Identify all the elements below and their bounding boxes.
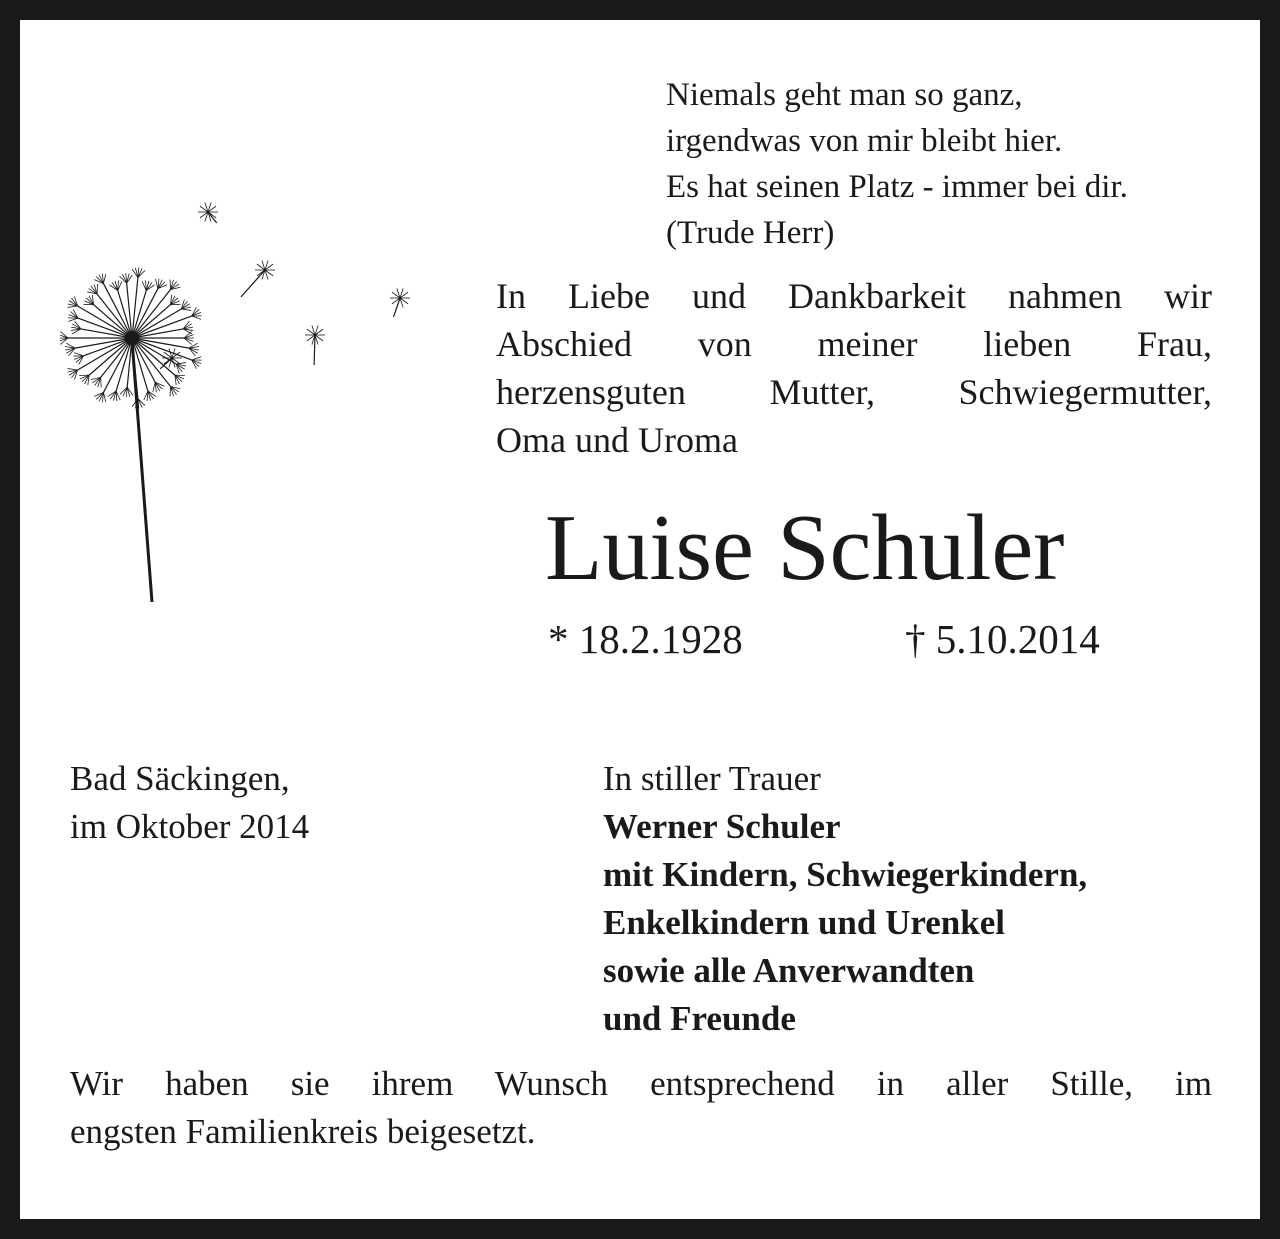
closing-line: Wir haben sie ihrem Wunsch entsprechend in aller Stille, im <box>70 1064 1212 1103</box>
quote-author: (Trude Herr) <box>666 215 835 251</box>
mourner-line: Werner Schuler <box>603 807 841 846</box>
mourning-intro: In stiller Trauer <box>603 759 821 798</box>
quote-line: Es hat seinen Platz - immer bei dir. <box>666 169 1128 205</box>
quote-line: irgendwas von mir bleibt hier. <box>666 123 1063 159</box>
intro-line: In Liebe und Dankbarkeit nahmen wir <box>496 276 1212 316</box>
memorial-quote <box>666 72 1226 256</box>
closing-line: engsten Familienkreis beigesetzt. <box>70 1112 536 1151</box>
date-line: im Oktober 2014 <box>70 807 310 846</box>
closing-text <box>70 1060 1212 1156</box>
mourner-line: und Freunde <box>603 999 796 1038</box>
intro-text <box>496 272 1212 464</box>
dandelion-illustration <box>60 190 430 610</box>
deceased-name: Luise Schuler <box>545 496 1065 600</box>
intro-line: herzensguten Mutter, Schwiegermutter, <box>496 372 1212 412</box>
death-date: † 5.10.2014 <box>905 616 1100 662</box>
mourner-line: sowie alle Anverwandten <box>603 951 975 990</box>
place-line: Bad Säckingen, <box>70 759 290 798</box>
mourners-block <box>603 755 1087 1043</box>
intro-line: Abschied von meiner lieben Frau, <box>496 324 1212 364</box>
birth-date: * 18.2.1928 <box>548 616 743 662</box>
mourner-line: Enkelkindern und Urenkel <box>603 903 1005 942</box>
quote-line: Niemals geht man so ganz, <box>666 77 1023 113</box>
intro-line: Oma und Uroma <box>496 420 738 460</box>
place-date <box>70 755 309 851</box>
mourner-line: mit Kindern, Schwiegerkindern, <box>603 855 1088 894</box>
